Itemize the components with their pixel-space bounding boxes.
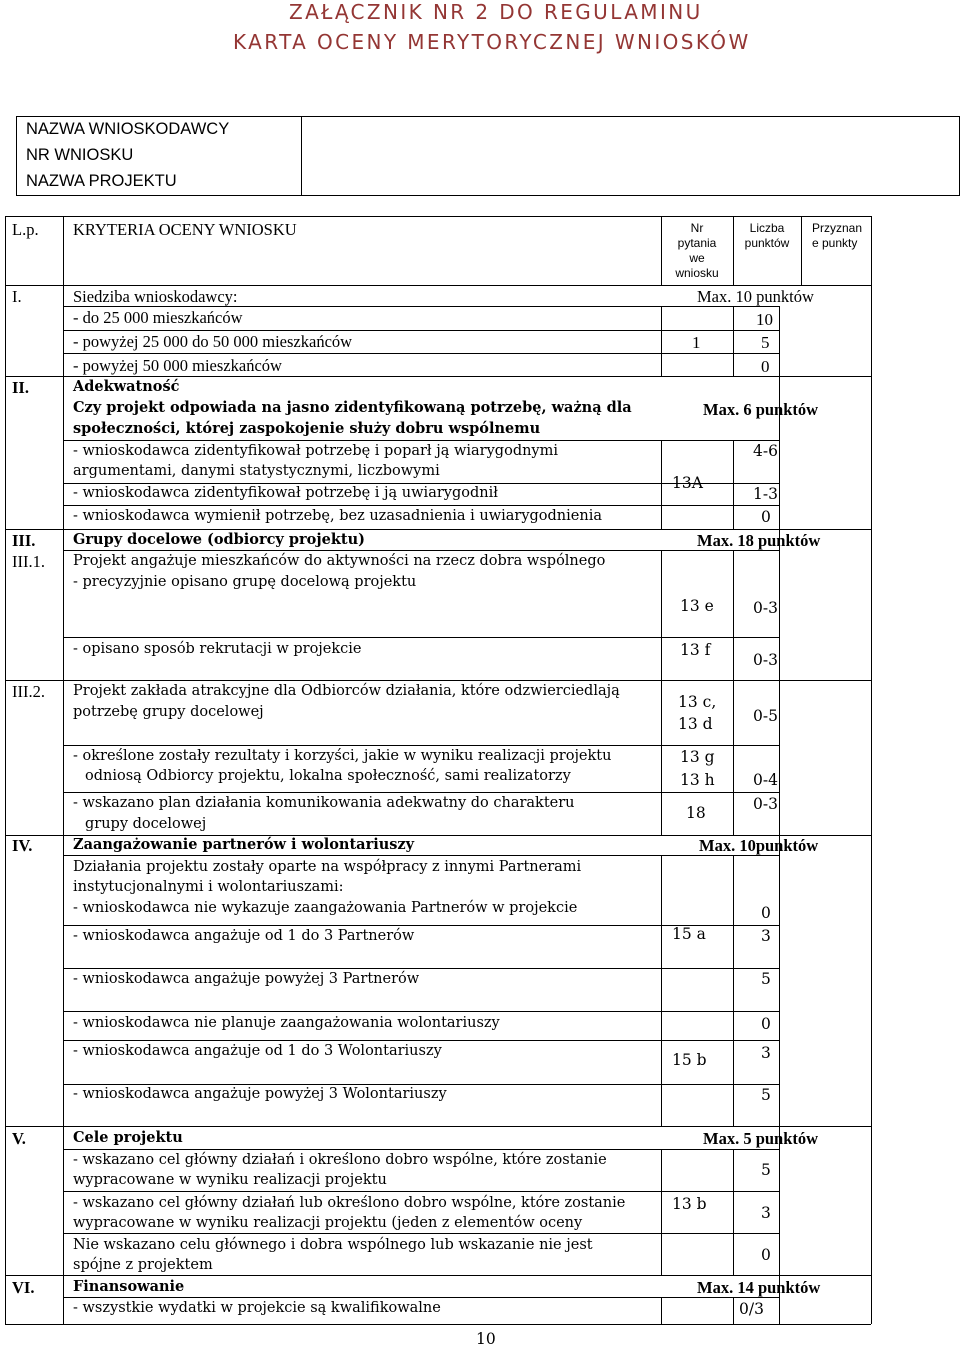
criterion-points: 3: [761, 1204, 771, 1222]
section-max-points: Max. 14 punktów: [697, 1278, 821, 1297]
question-number-header: Nr pytania we wniosku: [675, 221, 719, 280]
criterion-points: 3: [761, 927, 771, 945]
criterion-points: 0-3: [753, 651, 778, 669]
criterion-item: - powyżej 50 000 mieszkańców: [73, 356, 282, 375]
applicant-name-label: NAZWA WNIOSKODAWCY: [26, 120, 230, 138]
subsection-title: potrzebę grupy docelowej: [73, 704, 264, 720]
criterion-points: 0-4: [753, 771, 778, 789]
criterion-item: spójne z projektem: [73, 1257, 213, 1273]
section-title: Adekwatność: [73, 378, 180, 395]
section-number: II.: [12, 378, 29, 397]
question-number: 13 h: [680, 771, 715, 789]
attachment-title: ZAŁĄCZNIK NR 2 DO REGULAMINU: [289, 0, 703, 24]
section-title: Grupy docelowe (odbiorcy projektu): [73, 531, 365, 548]
section-title: Finansowanie: [73, 1278, 185, 1295]
criterion-item: - opisano sposób rekrutacji w projekcie: [73, 641, 362, 657]
criterion-points: 0: [761, 904, 771, 922]
criterion-item: - wnioskodawca zidentyfikował potrzebę i ją uwiarygodnił: [73, 485, 498, 501]
question-number: 13A: [672, 474, 703, 492]
section-number: IV.: [12, 836, 33, 855]
criterion-item: - wszystkie wydatki w projekcie są kwalifikowalne: [73, 1300, 441, 1316]
section-max-points: Max. 18 punktów: [697, 531, 821, 550]
question-number: 18: [686, 804, 706, 822]
section-intro: instytucjonalnymi i wolontariuszami:: [73, 879, 344, 895]
criterion-points: 0/3: [739, 1300, 764, 1318]
section-max-points: Max. 6 punktów: [703, 400, 819, 419]
criterion-item: - wnioskodawca nie planuje zaangażowania wolontariuszy: [73, 1015, 500, 1031]
criterion-points: 3: [761, 1044, 771, 1062]
criterion-points: 5: [761, 333, 770, 352]
criterion-points: 0: [761, 508, 771, 526]
question-number: 15 a: [672, 925, 706, 943]
question-number: 13 b: [672, 1195, 707, 1213]
subsection-number: III.2.: [12, 682, 45, 701]
points-header: Liczba punktów: [744, 221, 790, 250]
section-max-points: Max. 10punktów: [699, 836, 819, 855]
criterion-points: 0: [761, 1015, 771, 1033]
question-number: 15 b: [672, 1051, 707, 1069]
subsection-number: III.1.: [12, 552, 45, 571]
question-number: 13 c,: [678, 693, 717, 711]
section-title: Cele projektu: [73, 1129, 183, 1146]
question-number: 13 f: [680, 641, 711, 659]
criterion-item: - wnioskodawca angażuje od 1 do 3 Wolontariuszy: [73, 1043, 442, 1059]
section-number: I.: [12, 287, 22, 306]
question-number: 13 d: [678, 715, 713, 733]
criterion-item: - do 25 000 mieszkańców: [73, 308, 243, 327]
criterion-item: - wnioskodawca zidentyfikował potrzebę i poparł ją wiarygodnymi: [73, 443, 559, 459]
section-subtitle: społeczności, której zaspokojenie służy dobru wspólnemu: [73, 420, 541, 437]
criterion-item: wypracowane w wyniku realizacji projektu: [73, 1172, 387, 1188]
section-title: Zaangażowanie partnerów i wolontariuszy: [73, 836, 415, 853]
criterion-item: grupy docelowej: [85, 816, 207, 832]
criterion-points: 10: [756, 310, 773, 329]
criterion-item: - wskazano cel główny działań lub określono dobro wspólne, które zostanie: [73, 1195, 626, 1211]
document-title: KARTA OCENY MERYTORYCZNEJ WNIOSKÓW: [233, 30, 751, 54]
criterion-item: Nie wskazano celu głównego i dobra wspólnego lub wskazanie nie jest: [73, 1237, 593, 1253]
criterion-points: 0-5: [753, 707, 778, 725]
criteria-header: KRYTERIA OCENY WNIOSKU: [73, 220, 297, 239]
criterion-item: - wnioskodawca angażuje powyżej 3 Wolontariuszy: [73, 1086, 447, 1102]
criterion-points: 0: [761, 1246, 771, 1264]
section-number: VI.: [12, 1278, 35, 1297]
criterion-points: 4-6: [753, 442, 778, 460]
criterion-points: 0-3: [753, 599, 778, 617]
question-number: 1: [692, 333, 701, 352]
section-title: Siedziba wnioskodawcy:: [73, 287, 238, 306]
criterion-item: - wnioskodawca angażuje powyżej 3 Partnerów: [73, 971, 420, 987]
criterion-item: - wnioskodawca nie wykazuje zaangażowania Partnerów w projekcie: [73, 900, 578, 916]
subsection-title: Projekt zakłada atrakcyjne dla Odbiorców działania, które odzwierciedlają: [73, 683, 620, 699]
section-max-points: Max. 5 punktów: [703, 1129, 819, 1148]
criterion-points: 0-3: [753, 795, 778, 813]
criterion-item: - wskazano plan działania komunikowania adekwatny do charakteru: [73, 795, 575, 811]
application-number-label: NR WNIOSKU: [26, 146, 134, 164]
section-subtitle: Czy projekt odpowiada na jasno zidentyfikowaną potrzebę, ważną dla: [73, 399, 632, 416]
criterion-points: 5: [761, 1161, 771, 1179]
criterion-points: 5: [761, 1086, 771, 1104]
criterion-item: argumentami, danymi statystycznymi, liczbowymi: [73, 463, 440, 479]
criterion-points: 5: [761, 970, 771, 988]
criterion-item: - wnioskodawca angażuje od 1 do 3 Partnerów: [73, 928, 415, 944]
section-max-points: Max. 10 punktów: [697, 287, 814, 306]
criterion-item: wypracowane w wyniku realizacji projektu (jeden z elementów oceny: [73, 1215, 583, 1231]
question-number: 13 e: [680, 597, 714, 615]
criterion-item: - powyżej 25 000 do 50 000 mieszkańców: [73, 332, 353, 351]
criterion-item: odniosą Odbiorcy projektu, lokalna społeczność, sami realizatorzy: [85, 768, 571, 784]
criterion-item: - wnioskodawca wymienił potrzebę, bez uzasadnienia i uwiarygodnienia: [73, 508, 602, 524]
criterion-points: 1-3: [753, 485, 778, 503]
question-number: 13 g: [680, 748, 715, 766]
section-intro: Działania projektu zostały oparte na współpracy z innymi Partnerami: [73, 859, 582, 875]
section-number: V.: [12, 1129, 26, 1148]
criterion-item: - precyzyjnie opisano grupę docelową projektu: [73, 574, 417, 590]
page-number: 10: [476, 1330, 496, 1348]
criterion-points: 0: [761, 357, 770, 376]
lp-header: L.p.: [12, 220, 39, 239]
project-name-label: NAZWA PROJEKTU: [26, 172, 177, 190]
subsection-title: Projekt angażuje mieszkańców do aktywności na rzecz dobra wspólnego: [73, 553, 606, 569]
criterion-item: - wskazano cel główny działań i określono dobro wspólne, które zostanie: [73, 1152, 607, 1168]
awarded-points-header: Przyznan e punkty: [812, 221, 863, 250]
criterion-item: - określone zostały rezultaty i korzyści, jakie w wyniku realizacji projektu: [73, 748, 612, 764]
section-number: III.: [12, 531, 36, 550]
